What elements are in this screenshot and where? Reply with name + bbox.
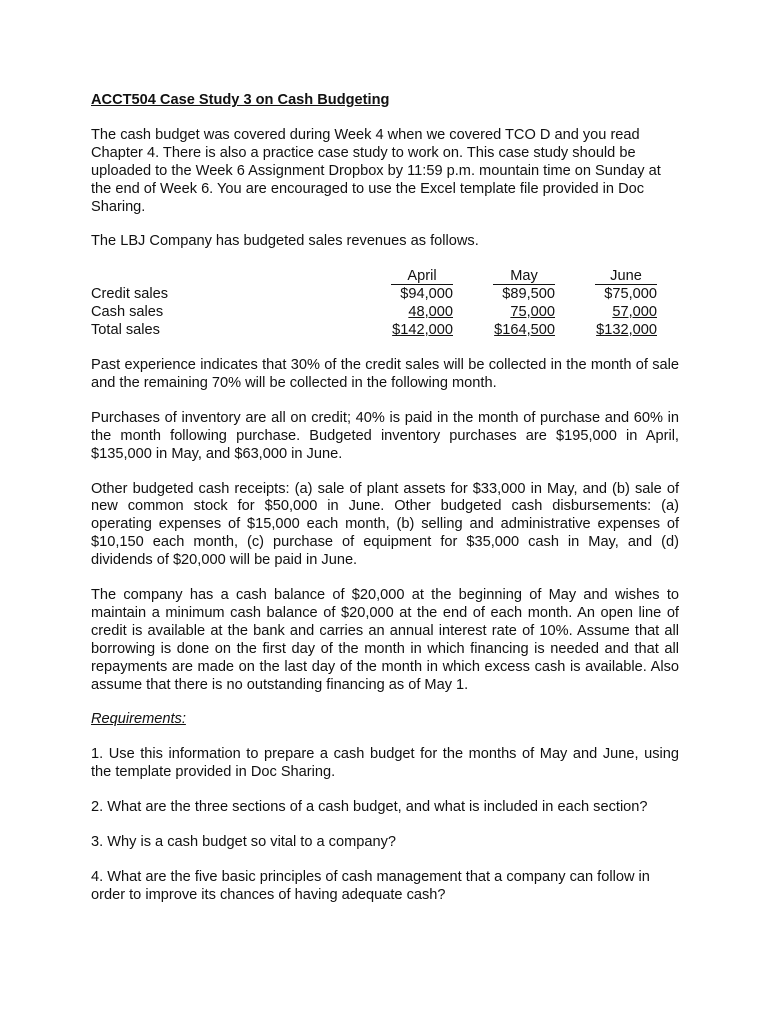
row-label: Total sales: [91, 322, 160, 339]
cell-value: $132,000: [596, 322, 657, 339]
row-label: Credit sales: [91, 286, 169, 303]
sales-table-header: [91, 268, 679, 286]
requirement-item-1: 1. Use this information to prepare a cash budget for the months of May and June, using the template provided in Doc Sharing.: [91, 746, 679, 781]
cell-value: $94,000: [400, 286, 453, 303]
sales-intro: The LBJ Company has budgeted sales revenues as follows.: [91, 233, 479, 250]
document-page: [91, 92, 679, 905]
cell-value: 48,000: [408, 304, 453, 321]
requirement-item-4: 4. What are the five basic principles of cash management that a company can follow in order to improve its chances of having adequate cash?: [91, 869, 650, 903]
column-header-april: April: [391, 269, 453, 285]
column-header-may: May: [493, 269, 555, 285]
cell-value: $164,500: [494, 322, 555, 339]
requirements-heading: Requirements:: [91, 711, 186, 728]
cell-value: $75,000: [604, 286, 657, 303]
table-row-cash-sales: [91, 304, 679, 322]
cell-value: $142,000: [392, 322, 453, 339]
intro-paragraph: The cash budget was covered during Week 4 when we covered TCO D and you read Chapter 4. There is also a practice case study to work on. This case study should be uploaded to the Week 6 Assignment Dropbox by 11:59 p.m. mountain time on Sunday at the end of Week 6. You are encouraged to use the Excel template file provided in Doc Sharing.: [91, 126, 661, 215]
table-row-total-sales: [91, 322, 679, 340]
cell-value: 75,000: [510, 304, 555, 321]
other-receipts-paragraph: Other budgeted cash receipts: (a) sale of plant assets for $33,000 in May, and (b) sale of new common stock for $50,000 in June. Other budgeted cash disbursements: (a) operating expenses of $15,000 each month, (b) selling and administrative expenses of $10,150 each month, (c) purchase of equipment for $35,000 cash in May, and (d) dividends of $20,000 will be paid in June.: [91, 480, 679, 569]
requirement-item-2: 2. What are the three sections of a cash budget, and what is included in each section?: [91, 799, 648, 816]
requirement-item-3: 3. Why is a cash budget so vital to a company?: [91, 834, 397, 851]
column-header-june: June: [595, 269, 657, 285]
cell-value: $89,500: [502, 286, 555, 303]
table-row-credit-sales: [91, 286, 679, 304]
purchases-paragraph: Purchases of inventory are all on credit; 40% is paid in the month of purchase and 60% in the month following purchase. Budgeted inventory purchases are $195,000 in April, $135,000 in May, and $63,000 in June.: [91, 409, 679, 462]
cell-value: 57,000: [612, 304, 657, 321]
sales-table: [91, 268, 679, 340]
document-title: ACCT504 Case Study 3 on Cash Budgeting: [91, 92, 390, 108]
row-label: Cash sales: [91, 304, 164, 321]
cash-balance-paragraph: The company has a cash balance of $20,000 at the beginning of May and wishes to maintain a minimum cash balance of $20,000 at the end of each month. An open line of credit is available at the bank and carries an annual interest rate of 10%. Assume that all borrowing is done on the first day of the month in which financing is needed and that all repayments are made on the last day of the month in which excess cash is available. Also assume that there is no outstanding financing as of May 1.: [91, 587, 679, 693]
collections-paragraph: Past experience indicates that 30% of the credit sales will be collected in the month of sale and the remaining 70% will be collected in the following month.: [91, 356, 679, 391]
